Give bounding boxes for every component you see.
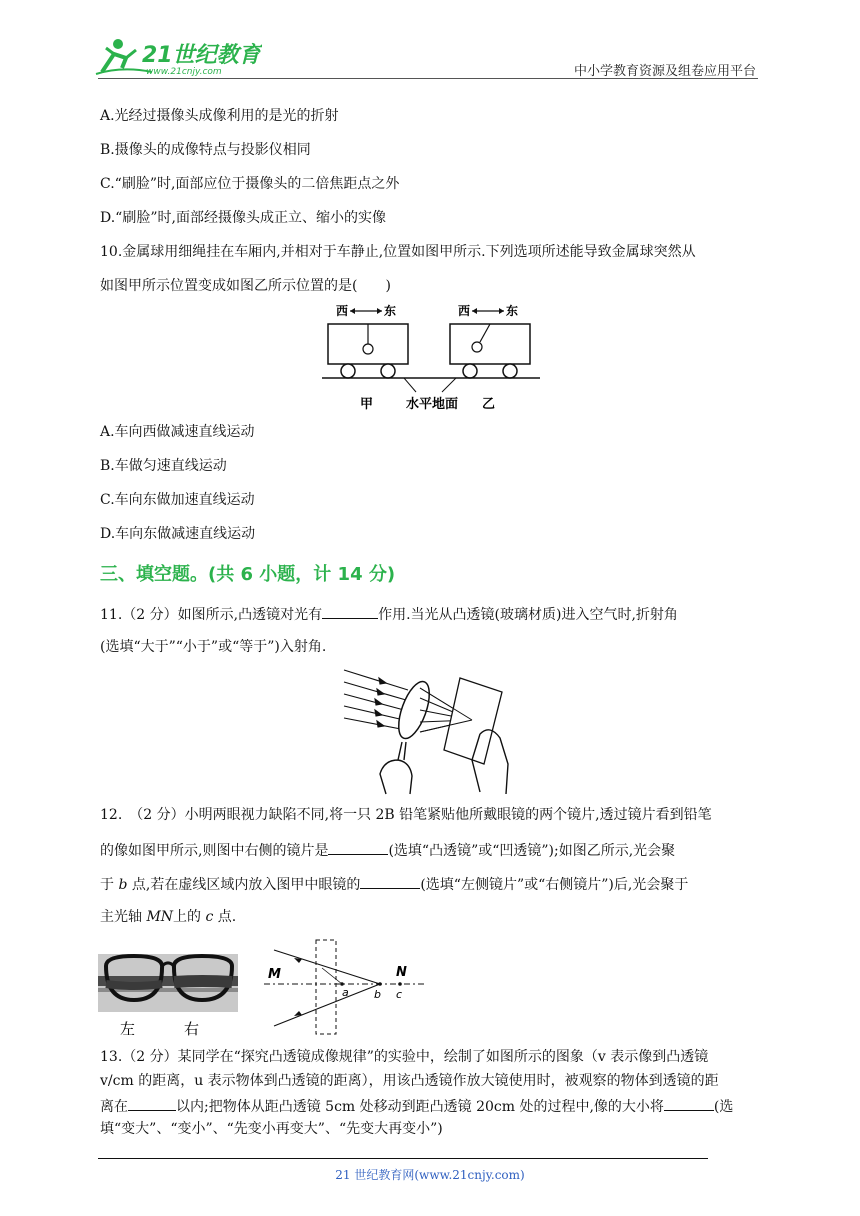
label-M: M	[268, 967, 281, 982]
label-c: c	[396, 988, 403, 1001]
answer-blank	[128, 1096, 176, 1111]
q12-ray-diagram	[262, 938, 430, 1042]
label-b: b	[374, 988, 381, 1001]
q12-stem-line2: 的像如图甲所示,则图中右侧的镜片是 (选填“凸透镜”或“凹透镜”);如图乙所示,光会聚	[100, 840, 675, 860]
q12-stem-line3: 于 b 点,若在虚线区域内放入图甲中眼镜的 (选填“左侧镜片”或“右侧镜片”)后,光会聚于	[100, 874, 688, 894]
footer-divider	[98, 1158, 708, 1159]
q11-stem-line2: (选填“大于”“小于”或“等于”)入射角.	[100, 639, 327, 655]
q10-stem-line1: 10.金属球用细绳挂在车厢内,并相对于车静止,位置如图甲所示.下列选项所述能导致金属球突然从	[100, 244, 696, 260]
glasses-right-label: 右	[184, 1020, 200, 1038]
q9-option-a: A.光经过摄像头成像利用的是光的折射	[100, 108, 339, 124]
q13-stem-line4: 填“变大”、“变小”、“先变小再变大”、“先变大再变小”)	[100, 1121, 443, 1137]
fig-label-ground: 水平地面	[406, 397, 459, 412]
answer-blank	[322, 604, 378, 619]
q10-option-d: D.车向东做减速直线运动	[100, 526, 256, 542]
q10-option-c: C.车向东做加速直线运动	[100, 492, 255, 508]
site-logo	[92, 34, 262, 78]
fig-east-label-2: 东	[506, 304, 519, 318]
q10-stem-line2: 如图甲所示位置变成如图乙所示位置的是( )	[100, 278, 391, 294]
fig-label-yi: 乙	[482, 397, 496, 412]
q9-option-b: B.摄像头的成像特点与投影仪相同	[100, 142, 311, 158]
answer-blank	[360, 874, 420, 889]
q13-stem-line1: 13.（2 分）某同学在“探究凸透镜成像规律”的实验中，绘制了如图所示的图象（v 表示像到凸透镜	[100, 1049, 709, 1065]
glasses-left-label: 左	[120, 1020, 136, 1038]
q10-figure	[318, 300, 548, 416]
label-N: N	[396, 965, 407, 980]
fig-west-label-2: 西	[458, 304, 471, 318]
answer-blank	[664, 1096, 714, 1111]
q11-stem-line1: 11.（2 分）如图所示,凸透镜对光有 作用.当光从凸透镜(玻璃材质)进入空气时,折射角	[100, 604, 678, 624]
fig-east-label-1: 东	[384, 304, 397, 318]
q12-stem-line1: 12. （2 分）小明两眼视力缺陷不同,将一只 2B 铅笔紧贴他所戴眼镜的两个镜片,透过镜片看到铅笔	[100, 807, 712, 823]
footer-link[interactable]: 21 世纪教育网(www.21cnjy.com)	[335, 1168, 525, 1182]
svg-text:21世纪教育: 21世纪教育	[142, 43, 261, 68]
q9-option-d: D.“刷脸”时,面部经摄像头成正立、缩小的实像	[100, 210, 386, 226]
label-a: a	[342, 986, 349, 999]
platform-name: 中小学教育资源及组卷应用平台	[573, 64, 756, 79]
fig-label-jia: 甲	[360, 397, 374, 412]
svg-text:www.21cnjy.com: www.21cnjy.com	[146, 67, 222, 77]
section-title: 三、填空题。(共 6 小题，计 14 分)	[100, 564, 396, 585]
q10-option-a: A.车向西做减速直线运动	[100, 424, 255, 440]
q9-option-c: C.“刷脸”时,面部应位于摄像头的二倍焦距点之外	[100, 176, 400, 192]
fig-west-label-1: 西	[336, 304, 349, 318]
q13-stem-line3: 离在 以内;把物体从距凸透镜 5cm 处移动到距凸透镜 20cm 处的过程中,像的大小将 (选	[100, 1096, 733, 1116]
q13-stem-line2: v/cm 的距离，u 表示物体到凸透镜的距离），用该凸透镜作放大镜使用时，被观察的物体到透镜的距	[100, 1073, 719, 1089]
header-divider	[98, 78, 758, 79]
answer-blank	[328, 840, 388, 855]
q10-option-b: B.车做匀速直线运动	[100, 458, 227, 474]
q11-figure	[340, 664, 520, 800]
q12-glasses-figure	[98, 954, 238, 1046]
q12-stem-line4: 主光轴 MN上的 c 点.	[100, 909, 237, 925]
